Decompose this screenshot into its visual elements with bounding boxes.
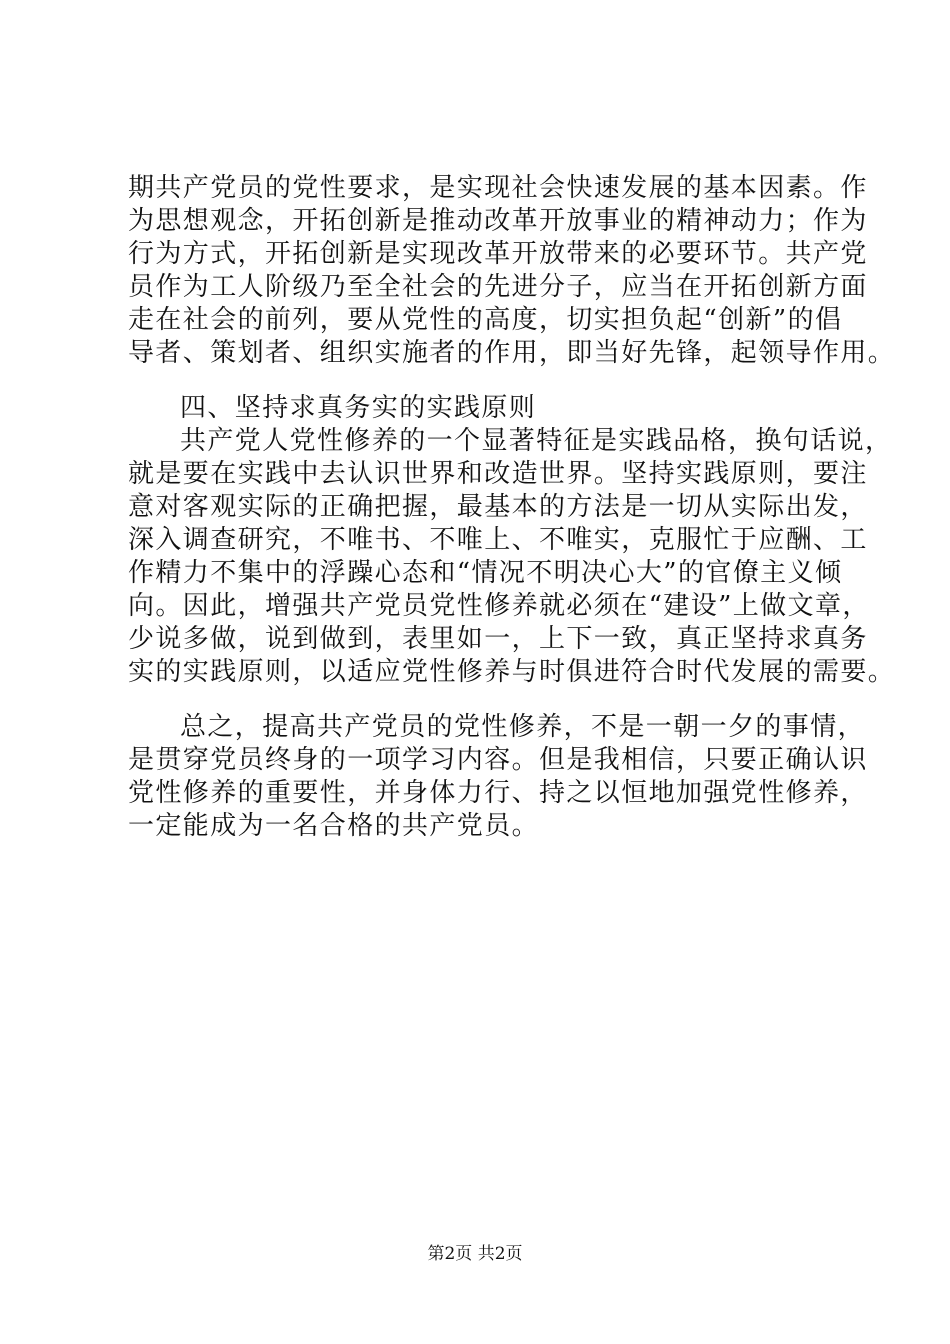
page-number-footer: 第2页 共2页 — [427, 1244, 523, 1264]
text-line: 实的实践原则，以适应党性修养与时俱进符合时代发展的需要。 — [128, 657, 896, 687]
text-line: 党性修养的重要性，并身体力行、持之以恒地加强党性修养， — [128, 778, 868, 808]
text-line: 向。因此，增强共产党员党性修养就必须在“建设”上做文章， — [128, 591, 870, 621]
text-line: 深入调查研究，不唯书、不唯上、不唯实，克服忙于应酬、工 — [128, 525, 868, 555]
text-line: 员作为工人阶级乃至全社会的先进分子，应当在开拓创新方面 — [128, 272, 868, 302]
text-line: 一定能成为一名合格的共产党员。 — [128, 811, 540, 841]
section-heading: 四、坚持求真务实的实践原则 — [180, 393, 537, 423]
text-line: 作精力不集中的浮躁心态和“情况不明决心大”的官僚主义倾 — [128, 558, 843, 588]
text-line: 行为方式，开拓创新是实现改革开放带来的必要环节。共产党 — [128, 239, 868, 269]
text-line: 是贯穿党员终身的一项学习内容。但是我相信，只要正确认识 — [128, 745, 868, 775]
text-line: 就是要在实践中去认识世界和改造世界。坚持实践原则，要注 — [128, 459, 868, 489]
text-line: 期共产党员的党性要求，是实现社会快速发展的基本因素。作 — [128, 173, 868, 203]
text-line: 少说多做，说到做到，表里如一，上下一致，真正坚持求真务 — [128, 624, 868, 654]
text-line: 走在社会的前列，要从党性的高度，切实担负起“创新”的倡 — [128, 305, 843, 335]
text-line: 意对客观实际的正确把握，最基本的方法是一切从实际出发， — [128, 492, 868, 522]
text-line: 为思想观念，开拓创新是推动改革开放事业的精神动力；作为 — [128, 206, 868, 236]
text-line: 共产党人党性修养的一个显著特征是实践品格，换句话说， — [180, 426, 893, 456]
text-line: 导者、策划者、组织实施者的作用，即当好先锋，起领导作用。 — [128, 338, 896, 368]
text-line: 总之，提高共产党员的党性修养，不是一朝一夕的事情， — [180, 712, 866, 742]
